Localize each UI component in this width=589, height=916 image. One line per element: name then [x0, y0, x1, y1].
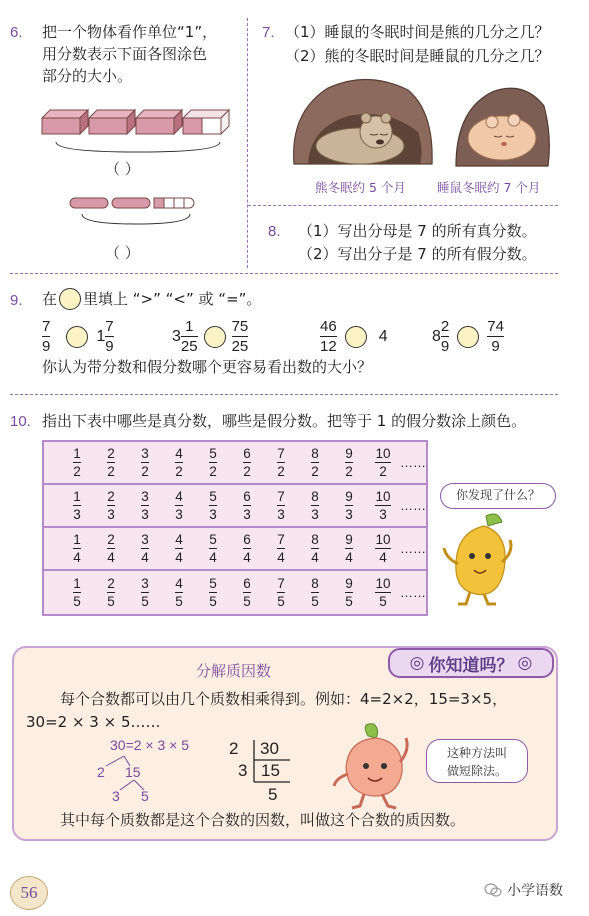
table-fraction[interactable]: $\frac{10}{4}$ [375, 532, 391, 565]
q6-answer-blank-1: （ ） [105, 160, 140, 178]
factor-tree-top: 30=2 × 3 × 5 [110, 737, 190, 753]
whole-number: 4 [378, 327, 388, 345]
row-ellipsis: …… [400, 455, 426, 470]
table-fraction[interactable]: $\frac{2}{4}$ [107, 532, 115, 565]
compare-circle[interactable] [457, 326, 479, 348]
q9-pair-3 [320, 318, 388, 355]
table-fraction[interactable]: $\frac{5}{3}$ [209, 489, 217, 522]
q9-question: 你认为带分数和假分数哪个更容易看出数的大小？ [42, 358, 373, 376]
watermark-text: 小学语数 [507, 883, 563, 899]
table-fraction[interactable]: $\frac{7}{3}$ [277, 489, 285, 522]
compare-circle[interactable] [345, 326, 367, 348]
row-ellipsis: …… [400, 585, 426, 600]
table-fraction[interactable]: $\frac{4}{4}$ [175, 532, 183, 565]
fraction: $\frac{74}{9}$ [487, 318, 504, 355]
q8-line1: （1）写出分母是 7 的所有真分数。 [298, 222, 537, 240]
short-div-lines [242, 740, 302, 784]
table-fraction[interactable]: $\frac{6}{3}$ [243, 489, 251, 522]
q6-line2: 用分数表示下面各图涂色 [42, 45, 208, 63]
table-fraction[interactable]: $\frac{4}{3}$ [175, 489, 183, 522]
row-ellipsis: …… [400, 498, 426, 513]
q7-line2: （2）熊的冬眠时间是睡鼠的几分之几？ [285, 47, 550, 65]
wechat-icon [484, 882, 502, 898]
bear-illustration [288, 72, 438, 172]
table-fraction[interactable]: $\frac{8}{3}$ [311, 489, 319, 522]
did-you-know-label: 你知道吗？ [428, 655, 514, 676]
table-fraction[interactable]: $\frac{10}{5}$ [375, 576, 391, 609]
circle-ornament-icon: ◎ [409, 653, 425, 673]
table-fraction[interactable]: $\frac{9}{4}$ [345, 532, 353, 565]
q6-rods-figure [66, 192, 206, 242]
fraction-table [42, 440, 428, 616]
dormouse-illustration [452, 80, 552, 170]
factor-tree-l1: 2 [97, 764, 105, 780]
table-fraction[interactable]: $\frac{6}{5}$ [243, 576, 251, 609]
table-fraction[interactable]: $\frac{1}{4}$ [73, 532, 81, 565]
q9-prompt-a: 在 [42, 290, 58, 308]
q6-cubes-figure [38, 106, 238, 166]
q10-prompt: 指出下表中哪些是真分数，哪些是假分数。把等于 1 的假分数涂上颜色。 [42, 412, 527, 430]
rod-partial [154, 198, 194, 208]
table-fraction[interactable]: $\frac{5}{4}$ [209, 532, 217, 565]
mixed-number: 1 $\frac{7}{9}$ [96, 318, 114, 355]
table-fraction[interactable]: $\frac{8}{4}$ [311, 532, 319, 565]
table-fraction[interactable]: $\frac{8}{2}$ [311, 446, 319, 479]
divider-vertical [247, 18, 248, 268]
q7-line1: （1）睡鼠的冬眠时间是熊的几分之几？ [285, 23, 550, 41]
table-fraction[interactable]: $\frac{8}{5}$ [311, 576, 319, 609]
page-number: 56 [10, 876, 48, 910]
q9-pair-1 [42, 318, 114, 355]
table-fraction[interactable]: $\frac{10}{2}$ [375, 446, 391, 479]
q10-number: 10. [10, 413, 31, 430]
table-fraction[interactable]: $\frac{6}{4}$ [243, 532, 251, 565]
table-fraction[interactable]: $\frac{6}{2}$ [243, 446, 251, 479]
q9-pair-4 [432, 318, 504, 355]
short-division-bubble [426, 739, 528, 783]
table-fraction[interactable]: $\frac{1}{2}$ [73, 446, 81, 479]
q9-pair-2 [172, 318, 248, 355]
divider-q9-q10 [10, 394, 558, 395]
fraction: $\frac{7}{9}$ [42, 318, 51, 355]
watermark [484, 880, 563, 900]
dormouse-caption: 睡鼠冬眠约 7 个月 [437, 180, 541, 195]
table-row [44, 442, 426, 485]
q6-answer-blank-2: （ ） [105, 244, 140, 262]
q7-number: 7. [262, 24, 275, 41]
q8-number: 8. [268, 223, 281, 240]
cube-shaded-3 [136, 110, 182, 134]
table-fraction[interactable]: $\frac{5}{2}$ [209, 446, 217, 479]
rod-shaded-1 [70, 198, 108, 208]
fraction: $\frac{46}{12}$ [320, 318, 337, 355]
table-fraction[interactable]: $\frac{3}{5}$ [141, 576, 149, 609]
know-conclusion: 其中每个质数都是这个合数的因数，叫做这个合数的质因数。 [60, 811, 466, 829]
q6-line1: 把一个物体看作单位“1”， [42, 23, 218, 41]
bubble-line1: 这种方法叫 [446, 746, 507, 760]
know-title: 分解质因数 [196, 662, 272, 680]
potato-mascot-illustration [440, 512, 520, 608]
table-fraction[interactable]: $\frac{3}{4}$ [141, 532, 149, 565]
q6-line3: 部分的大小。 [42, 67, 133, 85]
cube-shaded-2 [89, 110, 135, 134]
row-ellipsis: …… [400, 541, 426, 556]
did-you-know-tab [388, 648, 554, 678]
cube-partial [183, 110, 229, 134]
q9-prompt-b: 里填上 “>” “<” 或 “=”。 [83, 290, 262, 308]
table-row [44, 485, 426, 528]
factor-tree-r2: 5 [141, 788, 149, 804]
table-fraction[interactable]: $\frac{9}{5}$ [345, 576, 353, 609]
q10-speech-bubble: 你发现了什么？ [440, 483, 556, 509]
table-fraction[interactable]: $\frac{3}{3}$ [141, 489, 149, 522]
circle-ornament-icon: ◎ [517, 653, 533, 673]
table-fraction[interactable]: $\frac{10}{3}$ [375, 489, 391, 522]
cube-shaded-1 [42, 110, 88, 134]
divider-q8-q9 [10, 273, 558, 274]
table-fraction[interactable]: $\frac{2}{5}$ [107, 576, 115, 609]
table-fraction[interactable]: $\frac{2}{2}$ [107, 446, 115, 479]
table-fraction[interactable]: $\frac{1}{5}$ [73, 576, 81, 609]
q9-prompt [42, 288, 261, 310]
q6-number: 6. [10, 24, 23, 41]
short-div-divisor-2: 3 [238, 761, 248, 780]
table-fraction[interactable]: $\frac{3}{2}$ [141, 446, 149, 479]
short-div-divisor-1: 2 [229, 739, 239, 758]
table-fraction[interactable]: $\frac{1}{3}$ [73, 489, 81, 522]
know-line1: 每个合数都可以由几个质数相乘得到。例如：4=2×2，15=3×5， [60, 690, 508, 708]
short-div-result: 5 [268, 785, 278, 804]
table-fraction[interactable]: $\frac{7}{2}$ [277, 446, 285, 479]
factor-tree-l2: 3 [112, 788, 120, 804]
bear-caption: 熊冬眠约 5 个月 [315, 180, 406, 195]
table-row [44, 571, 426, 614]
bubble-line2: 做短除法。 [446, 764, 507, 778]
table-row [44, 528, 426, 571]
rod-shaded-2 [112, 198, 150, 208]
divider-q7-q8 [248, 205, 558, 206]
table-fraction[interactable]: $\frac{7}{5}$ [277, 576, 285, 609]
know-line2: 30=2 × 3 × 5…… [26, 713, 161, 731]
q9-number: 9. [10, 292, 23, 309]
table-fraction[interactable]: $\frac{2}{3}$ [107, 489, 115, 522]
table-fraction[interactable]: $\frac{9}{2}$ [345, 446, 353, 479]
fraction: $\frac{75}{25}$ [231, 318, 249, 355]
table-fraction[interactable]: $\frac{4}{2}$ [175, 446, 183, 479]
circle-blank-icon [59, 288, 81, 310]
short-div-dividend-1: 30 [260, 739, 279, 758]
compare-circle[interactable] [204, 326, 226, 348]
table-fraction[interactable]: $\frac{5}{5}$ [209, 576, 217, 609]
factor-tree-r1: 15 [125, 764, 141, 780]
peach-mascot-illustration [330, 722, 420, 812]
mixed-number: 8 $\frac{2}{9}$ [432, 318, 450, 355]
q8-line2: （2）写出分子是 7 的所有假分数。 [298, 245, 537, 263]
short-div-dividend-2: 15 [261, 761, 280, 780]
table-fraction[interactable]: $\frac{9}{3}$ [345, 489, 353, 522]
table-fraction[interactable]: $\frac{7}{4}$ [277, 532, 285, 565]
mixed-number: 3 $\frac{1}{25}$ [172, 318, 198, 355]
compare-circle[interactable] [66, 326, 88, 348]
table-fraction[interactable]: $\frac{4}{5}$ [175, 576, 183, 609]
